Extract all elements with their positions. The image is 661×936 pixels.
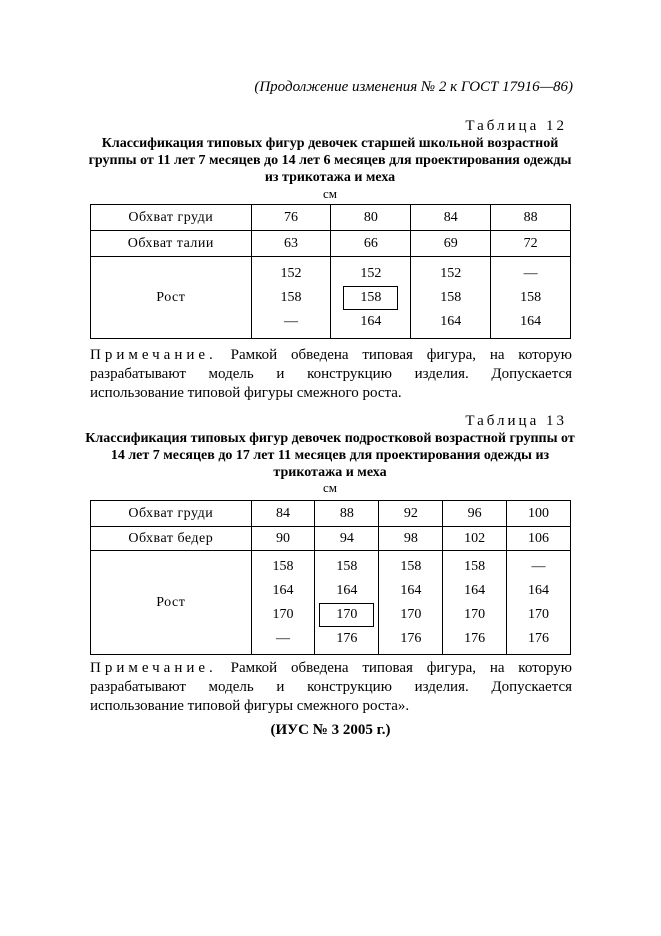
height-value: 158 xyxy=(280,289,302,305)
table-cell: 76 xyxy=(251,205,331,231)
table-13-title: Классификация типовых фигур девочек подростковой возрастной группы от 14 лет 7 месяцев до 17 лет 11 месяцев для проектирования одежды из трикотажа и меха xyxy=(85,431,575,480)
height-column xyxy=(411,257,491,339)
table-13-note xyxy=(90,659,572,716)
table-cell: 80 xyxy=(331,205,411,231)
height-value: 170 xyxy=(272,606,294,622)
height-value: 158 xyxy=(520,289,542,305)
height-value: 158 xyxy=(343,286,398,310)
table-cell: 100 xyxy=(507,501,571,527)
height-value: 152 xyxy=(440,265,462,281)
table-12-title: Классификация типовых фигур девочек старшей школьной возрастной группы от 11 лет 7 месяцев до 14 лет 6 месяцев для проектирования одежды из трикотажа и меха xyxy=(88,136,572,185)
height-value: 164 xyxy=(520,313,542,329)
height-value: — xyxy=(284,313,299,329)
height-value: 164 xyxy=(336,582,358,598)
table-row xyxy=(91,231,571,257)
table-row xyxy=(91,205,571,231)
table-13-number: Таблица 13 xyxy=(465,413,567,429)
height-value: 158 xyxy=(400,558,422,574)
height-value: 164 xyxy=(360,313,382,329)
height-value: 164 xyxy=(272,582,294,598)
height-value: 170 xyxy=(464,606,486,622)
height-value: 176 xyxy=(336,630,358,646)
note-lead: Примечание. xyxy=(90,347,217,363)
table-cell: 84 xyxy=(251,501,315,527)
table-cell: 72 xyxy=(491,231,571,257)
header-note: (Продолжение изменения № 2 к ГОСТ 17916—86) xyxy=(254,79,573,95)
height-value: 170 xyxy=(400,606,422,622)
row-label-waist: Обхват талии xyxy=(91,231,252,257)
height-column xyxy=(251,257,331,339)
height-value: — xyxy=(523,265,538,281)
height-column xyxy=(379,551,443,655)
height-value: 164 xyxy=(464,582,486,598)
height-value: 164 xyxy=(400,582,422,598)
height-column xyxy=(331,257,411,339)
table-row-height xyxy=(91,257,571,339)
height-value: 158 xyxy=(464,558,486,574)
typical-figure-box xyxy=(315,603,378,627)
height-value: 176 xyxy=(464,630,486,646)
height-value: 170 xyxy=(319,603,374,627)
height-value: 164 xyxy=(440,313,462,329)
table-row xyxy=(91,527,571,551)
height-value: — xyxy=(531,558,546,574)
table-cell: 66 xyxy=(331,231,411,257)
height-column xyxy=(315,551,379,655)
height-value: 164 xyxy=(528,582,550,598)
row-label-height: Рост xyxy=(91,551,252,655)
height-value: 158 xyxy=(336,558,358,574)
height-value: 158 xyxy=(272,558,294,574)
table-row xyxy=(91,501,571,527)
note-text: Рамкой обведена типовая фигура, на которую разрабатывают модель и конструкцию изделия. Допускается использование типовой фигуры смежного роста». xyxy=(90,660,573,714)
table-cell: 69 xyxy=(411,231,491,257)
height-value: 158 xyxy=(440,289,462,305)
table-13 xyxy=(90,500,571,655)
height-value: 152 xyxy=(280,265,302,281)
row-label-hips: Обхват бедер xyxy=(91,527,252,551)
height-value: 152 xyxy=(360,265,382,281)
table-row-height xyxy=(91,551,571,655)
height-value: 176 xyxy=(400,630,422,646)
typical-figure-box xyxy=(331,286,410,310)
table-12-note xyxy=(90,346,572,403)
row-label-chest: Обхват груди xyxy=(91,205,252,231)
table-cell: 84 xyxy=(411,205,491,231)
height-value: — xyxy=(276,630,291,646)
height-value: 176 xyxy=(528,630,550,646)
height-column xyxy=(491,257,571,339)
height-value: 170 xyxy=(528,606,550,622)
table-cell: 96 xyxy=(443,501,507,527)
height-column xyxy=(443,551,507,655)
table-cell: 94 xyxy=(315,527,379,551)
table-cell: 98 xyxy=(379,527,443,551)
height-column xyxy=(251,551,315,655)
row-label-height: Рост xyxy=(91,257,252,339)
row-label-chest: Обхват груди xyxy=(91,501,252,527)
table-cell: 88 xyxy=(315,501,379,527)
table-cell: 88 xyxy=(491,205,571,231)
table-12 xyxy=(90,204,571,339)
table-13-unit: см xyxy=(323,480,337,495)
note-lead: Примечание. xyxy=(90,660,217,676)
footer-reference: (ИУС № 3 2005 г.) xyxy=(270,722,391,738)
table-12-number: Таблица 12 xyxy=(465,118,567,134)
table-cell: 102 xyxy=(443,527,507,551)
table-cell: 63 xyxy=(251,231,331,257)
table-12-unit: см xyxy=(323,186,337,201)
table-cell: 90 xyxy=(251,527,315,551)
table-cell: 106 xyxy=(507,527,571,551)
height-column xyxy=(507,551,571,655)
note-text: Рамкой обведена типовая фигура, на которую разрабатывают модель и конструкцию изделия. Допускается использование типовой фигуры смежного роста. xyxy=(90,347,573,401)
table-cell: 92 xyxy=(379,501,443,527)
